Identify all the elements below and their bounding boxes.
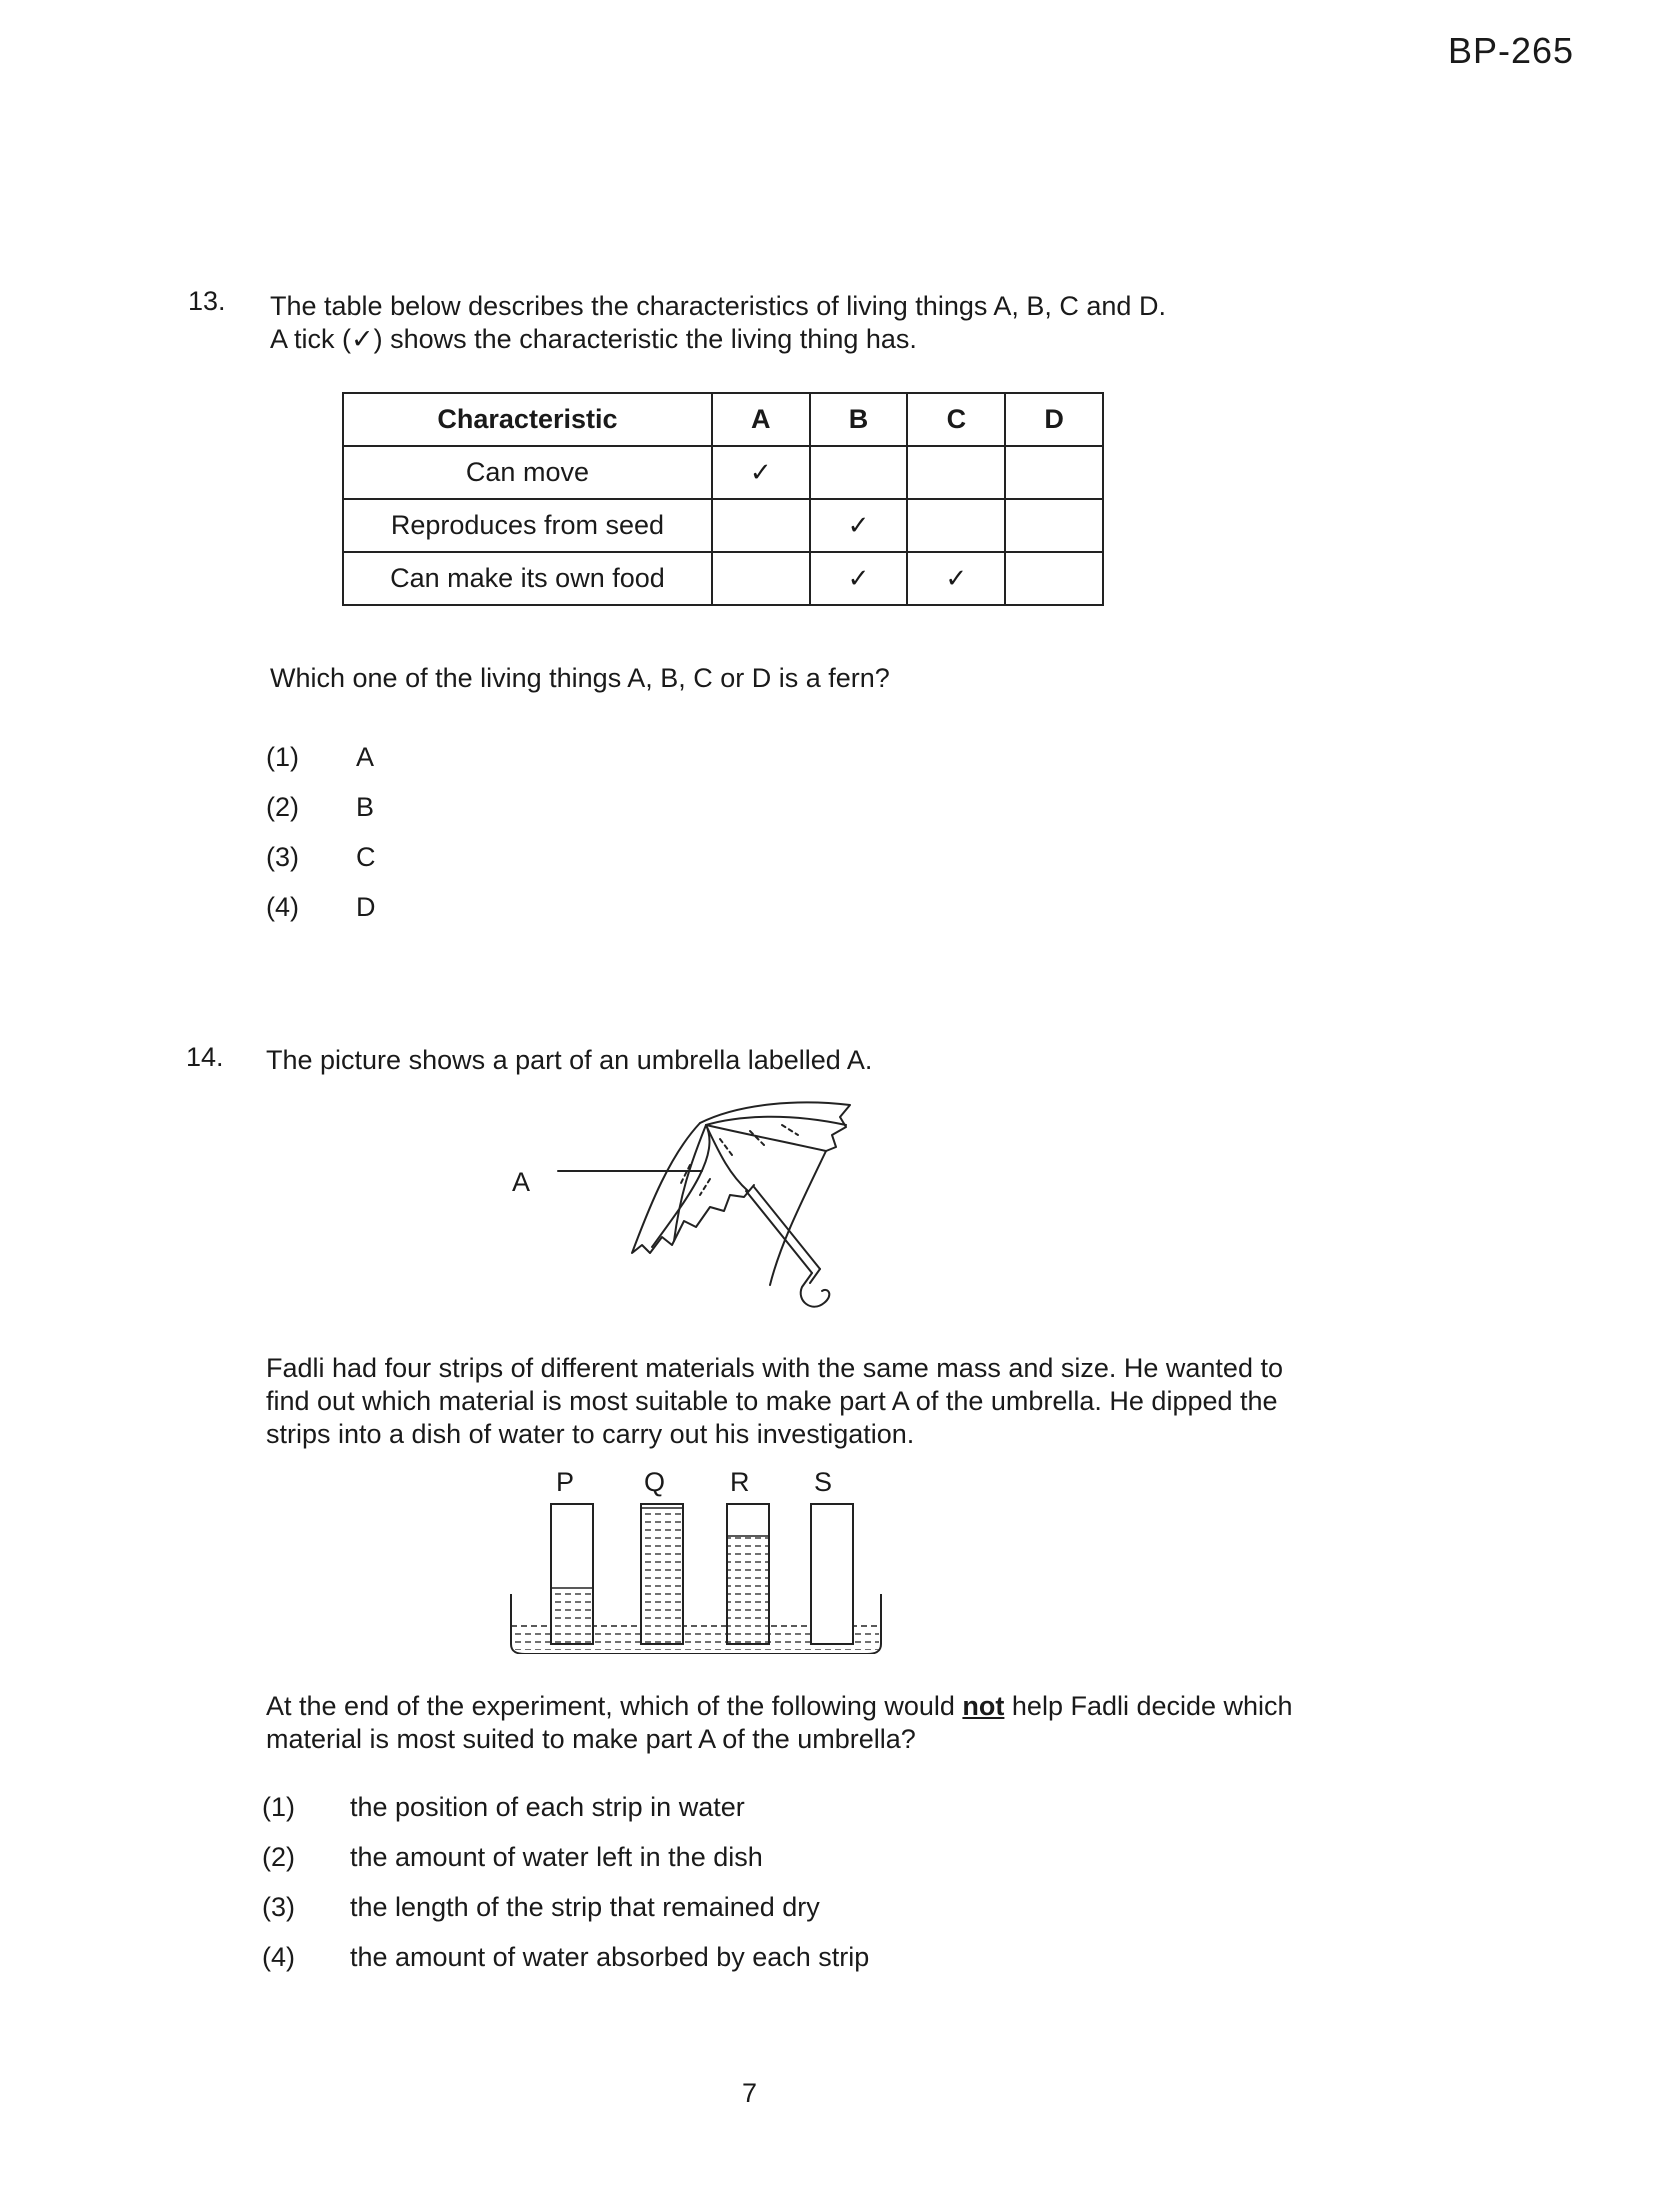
table-cell: ✓ bbox=[712, 446, 810, 499]
option-number: (3) bbox=[266, 842, 299, 872]
table-row bbox=[343, 552, 1103, 605]
table-header-b: B bbox=[810, 393, 908, 446]
q13-stem-line2: A tick (✓) shows the characteristic the living thing has. bbox=[270, 324, 917, 354]
q14-paragraph bbox=[266, 1352, 1283, 1451]
page-number: 7 bbox=[742, 2078, 758, 2108]
option-number: (1) bbox=[266, 742, 299, 772]
q13-question: Which one of the living things A, B, C or D is a fern? bbox=[270, 663, 890, 693]
umbrella-illustration bbox=[550, 1095, 870, 1320]
table-cell: ✓ bbox=[810, 499, 908, 552]
option-text: the position of each strip in water bbox=[350, 1792, 745, 1822]
q14-ask-line2: material is most suited to make part A of the umbrella? bbox=[266, 1724, 916, 1754]
strip-label-q: Q bbox=[644, 1467, 666, 1497]
option-text: C bbox=[356, 842, 376, 872]
table-row bbox=[343, 499, 1103, 552]
row-label: Reproduces from seed bbox=[343, 499, 712, 552]
option-number: (2) bbox=[266, 792, 299, 822]
strip-label-s: S bbox=[814, 1467, 833, 1497]
characteristics-table bbox=[342, 392, 1104, 606]
table-cell bbox=[1005, 446, 1103, 499]
table-cell bbox=[712, 499, 810, 552]
q14-paragraph-line2: find out which material is most suitable to make part A of the umbrella. He dipped the bbox=[266, 1386, 1278, 1416]
q14-paragraph-line1: Fadli had four strips of different materials with the same mass and size. He wanted to bbox=[266, 1353, 1283, 1383]
umbrella-label-a: A bbox=[512, 1167, 531, 1197]
option-text: B bbox=[356, 792, 375, 822]
table-header-row bbox=[343, 393, 1103, 446]
table-cell bbox=[810, 446, 908, 499]
table-cell bbox=[1005, 552, 1103, 605]
q14-number: 14. bbox=[186, 1042, 224, 1072]
strip-label-r: R bbox=[730, 1467, 750, 1497]
table-cell bbox=[1005, 499, 1103, 552]
q14-ask bbox=[266, 1690, 1293, 1756]
q14-ask-line1: At the end of the experiment, which of the following would not help Fadli decide which bbox=[266, 1691, 1293, 1721]
strips-in-dish-diagram bbox=[505, 1494, 885, 1654]
table-cell: ✓ bbox=[907, 552, 1005, 605]
table-header-d: D bbox=[1005, 393, 1103, 446]
option-number: (2) bbox=[262, 1842, 295, 1872]
table-cell bbox=[907, 446, 1005, 499]
q13-stem bbox=[270, 290, 1166, 356]
paper-code: BP-265 bbox=[1448, 30, 1575, 71]
strip-s bbox=[811, 1504, 853, 1644]
option-text: the amount of water absorbed by each strip bbox=[350, 1942, 870, 1972]
row-label: Can make its own food bbox=[343, 552, 712, 605]
q13-number: 13. bbox=[188, 286, 226, 316]
option-number: (1) bbox=[262, 1792, 295, 1822]
table-header-c: C bbox=[907, 393, 1005, 446]
option-number: (4) bbox=[262, 1942, 295, 1972]
table-header-characteristic: Characteristic bbox=[343, 393, 712, 446]
strip-label-p: P bbox=[556, 1467, 575, 1497]
table-cell bbox=[907, 499, 1005, 552]
option-text: D bbox=[356, 892, 376, 922]
option-text: the amount of water left in the dish bbox=[350, 1842, 763, 1872]
q14-ask-emphasis: not bbox=[962, 1691, 1005, 1721]
q14-stem: The picture shows a part of an umbrella labelled A. bbox=[266, 1045, 873, 1075]
row-label: Can move bbox=[343, 446, 712, 499]
option-number: (4) bbox=[266, 892, 299, 922]
table-cell: ✓ bbox=[810, 552, 908, 605]
option-number: (3) bbox=[262, 1892, 295, 1922]
q14-paragraph-line3: strips into a dish of water to carry out his investigation. bbox=[266, 1419, 915, 1449]
option-text: the length of the strip that remained dry bbox=[350, 1892, 820, 1922]
table-row bbox=[343, 446, 1103, 499]
table-header-a: A bbox=[712, 393, 810, 446]
option-text: A bbox=[356, 742, 375, 772]
q13-stem-line1: The table below describes the characteristics of living things A, B, C and D. bbox=[270, 291, 1166, 321]
table-cell bbox=[712, 552, 810, 605]
